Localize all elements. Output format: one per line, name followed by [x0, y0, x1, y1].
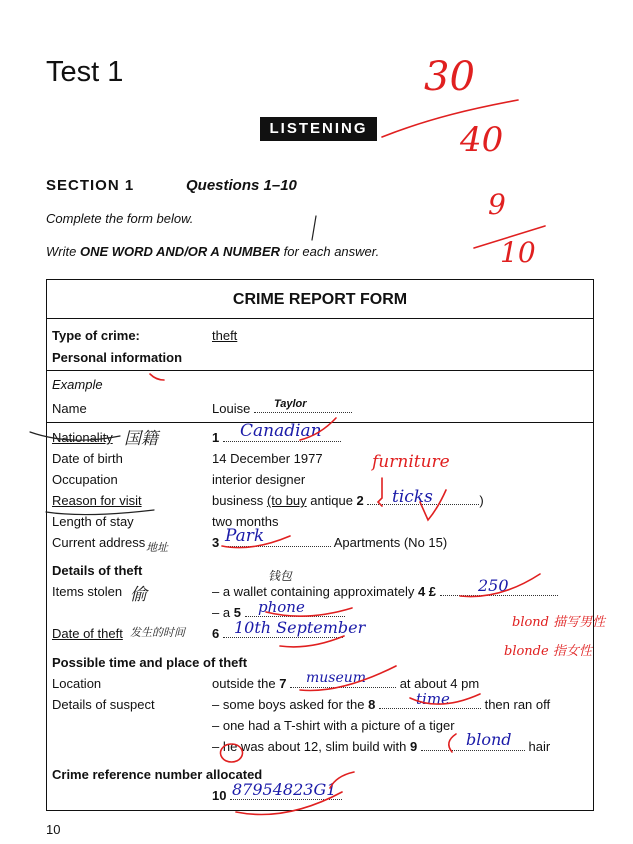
suspect-line-2: – one had a T-shirt with a picture of a tiger [212, 718, 455, 733]
tick-answer-6 [280, 636, 344, 647]
tick-answer-10-b [330, 772, 354, 788]
nationality-underline [30, 432, 120, 440]
handwritten-answer-2: ticks [392, 487, 433, 507]
section-label: SECTION 1 [46, 177, 135, 194]
name-example-answer: Taylor [273, 398, 307, 410]
stay-label: Length of stay [52, 514, 134, 529]
name-value: Louise Taylor [212, 401, 352, 416]
date-label: Date of theft [52, 626, 123, 641]
score-bottom: 40 [460, 120, 504, 160]
reason-label: Reason for visit [52, 493, 142, 508]
instruction-complete: Complete the form below. [46, 211, 194, 226]
form-title: CRIME REPORT FORM [232, 291, 408, 308]
location-value: outside the 7 at about 4 pm [212, 676, 480, 691]
tick-answer-3 [222, 536, 290, 548]
example-label: Example [52, 377, 103, 392]
test-title: Test 1 [46, 56, 124, 88]
handwritten-note-blonde: blonde 指女性 [504, 644, 592, 659]
handwritten-answer-6: 10th September [234, 618, 366, 637]
handwritten-note-blond: blond 描写男性 [512, 615, 606, 630]
score-top: 30 [424, 54, 475, 100]
items-label: Items stolen [52, 584, 123, 599]
dob-label: Date of birth [52, 451, 123, 466]
section-score-bottom: 10 [500, 236, 536, 269]
date-answer-line: 6 [212, 626, 343, 641]
tick-answer-5 [266, 608, 352, 616]
section-fraction-line [474, 226, 545, 248]
handwritten-note-date: 发生的时间 [130, 626, 185, 639]
listening-badge: LISTENING [260, 117, 377, 141]
handwritten-answer-4: 250 [478, 576, 509, 595]
handwritten-answer-7: museum [306, 670, 367, 686]
location-label: Location [52, 676, 102, 691]
details-heading: Details of theft [52, 563, 143, 578]
nationality-label: Nationality [52, 430, 113, 445]
tick-answer-8 [410, 694, 480, 704]
handwritten-answer-9: blond [466, 730, 512, 749]
questions-range: Questions 1–10 [186, 177, 297, 194]
nationality-answer-line: 1 [212, 430, 341, 445]
handwritten-note-address: 地址 [146, 541, 168, 554]
handwritten-answer-5: phone [258, 598, 305, 616]
suspect-label: Details of suspect [52, 697, 155, 712]
check-mark [150, 374, 164, 380]
personal-information-heading: Personal information [52, 350, 183, 365]
handwritten-note-stolen: 偷 [130, 585, 147, 605]
instruction-word-limit: Write ONE WORD AND/OR A NUMBER for each answer. [46, 244, 380, 259]
occupation-value: interior designer [212, 472, 306, 487]
tick-answer-1 [300, 418, 336, 440]
items-line-2: – a 5 [212, 605, 345, 620]
handwritten-answer-1: Canadian [240, 421, 322, 441]
handwritten-answer-8: time [416, 690, 450, 708]
section-score-top: 9 [488, 188, 506, 221]
stay-value: two months [212, 514, 279, 529]
name-label: Name [52, 401, 87, 416]
occupation-label: Occupation [52, 472, 118, 487]
score-fraction-line [382, 100, 518, 137]
furniture-bracket [378, 478, 382, 506]
possible-heading: Possible time and place of theft [52, 655, 248, 670]
suspect-line-3: – he was about 12, slim build with 9 hair [212, 739, 551, 754]
reason-value: business (to buy antique 2 ) [212, 493, 484, 508]
arc-answer-9 [449, 734, 456, 752]
tick-answer-10 [236, 792, 342, 815]
pen-mark [312, 216, 316, 240]
tick-answer-7 [300, 666, 396, 691]
type-of-crime-value: theft [212, 328, 238, 343]
handwritten-note-nationality: 国籍 [124, 429, 158, 449]
page-number: 10 [46, 822, 61, 837]
suspect-line-1: – some boys asked for the 8 then ran off [212, 697, 551, 712]
dob-value: 14 December 1977 [212, 451, 323, 466]
address-label: Current address [52, 535, 146, 550]
reason-underline [46, 510, 154, 515]
tick-answer-4 [460, 574, 540, 597]
tick-answer-2 [420, 490, 446, 520]
type-of-crime-label: Type of crime: [52, 328, 140, 343]
circle-he [221, 744, 243, 762]
handwritten-note-wallet: 钱包 [268, 569, 293, 583]
crime-ref-heading: Crime reference number allocated [52, 767, 263, 782]
items-line-1: – a wallet containing approximately 4 £ [212, 584, 558, 599]
crime-ref-answer-line: 10 [212, 788, 342, 803]
handwritten-answer-10: 87954823G1 [232, 780, 337, 799]
address-value: 3 Apartments (No 15) [212, 535, 448, 550]
handwritten-answer-3: Park [225, 526, 265, 546]
handwritten-note-furniture: furniture [372, 452, 450, 472]
